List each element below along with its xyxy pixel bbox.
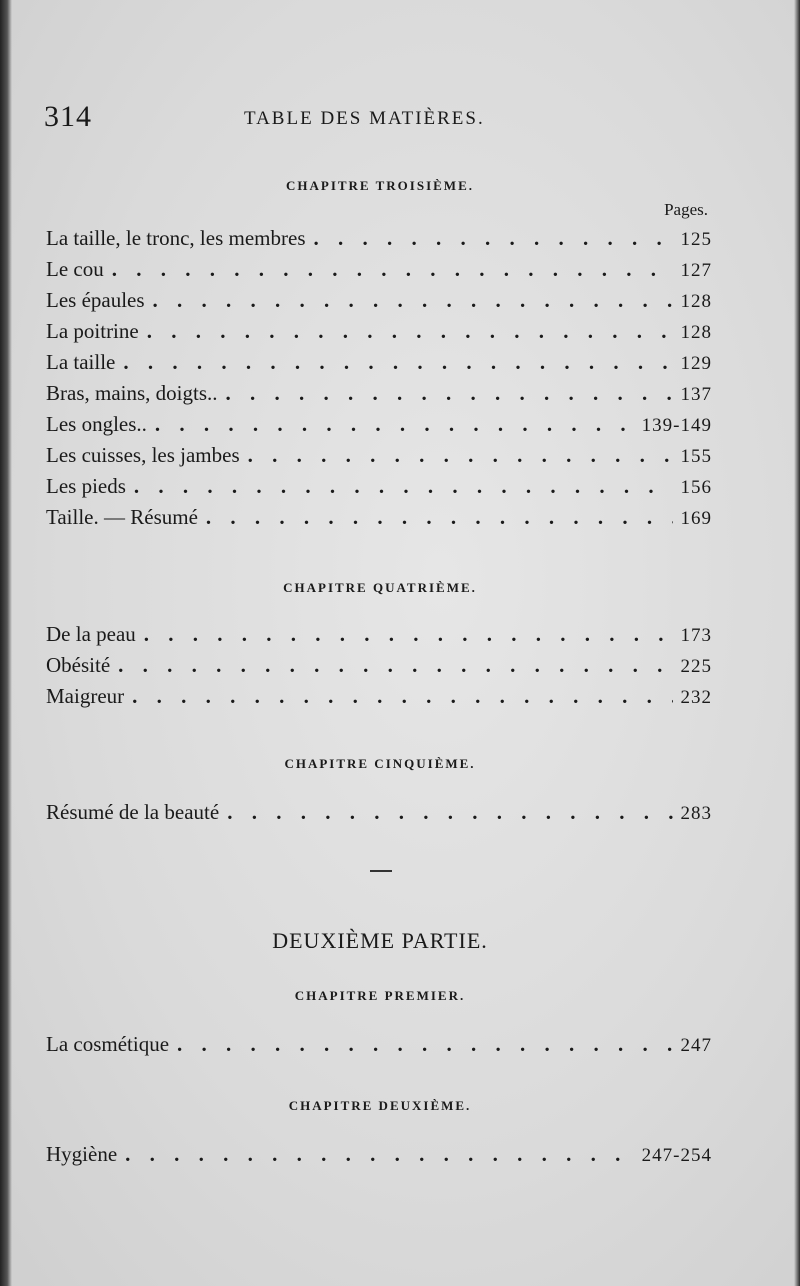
toc-entry-page: 155 [680, 446, 712, 467]
toc-entry-label: La poitrine [46, 319, 139, 343]
running-header [44, 100, 714, 140]
chapter-heading: CHAPITRE PREMIER. [294, 988, 466, 1003]
toc-entry-page: 127 [680, 260, 712, 281]
section-divider [370, 870, 392, 872]
toc-entry [46, 443, 712, 473]
toc-entry-label: De la peau [46, 622, 136, 646]
toc-entry-page: 128 [680, 291, 712, 312]
toc-entry-page: 173 [680, 625, 712, 646]
toc-entry-page: 128 [680, 322, 712, 343]
toc-entry-label: La taille [46, 350, 116, 374]
dot-leader [123, 350, 672, 375]
page-edge-shadow [794, 0, 800, 1286]
dot-leader [118, 653, 672, 678]
dot-leader [248, 443, 673, 468]
toc-entry [46, 412, 712, 442]
dot-leader [177, 1032, 672, 1057]
chapter-heading: CHAPITRE QUATRIÈME. [283, 580, 477, 595]
toc-entry-page: 247 [680, 1035, 712, 1056]
toc-entry-page: 232 [680, 687, 712, 708]
toc-entry-label: Le cou [46, 257, 104, 281]
dot-leader [112, 257, 673, 282]
dot-leader [227, 800, 672, 825]
dot-leader [134, 474, 673, 499]
toc-entry-page: 283 [680, 803, 712, 824]
toc-entry [46, 800, 712, 830]
toc-entry-label: Les épaules [46, 288, 145, 312]
dot-leader [153, 288, 673, 313]
dot-leader [147, 319, 673, 344]
toc-entry [46, 653, 712, 683]
toc-entry [46, 1032, 712, 1062]
toc-entry-page: 225 [680, 656, 712, 677]
toc-entry [46, 288, 712, 318]
toc-entry-page: 247-254 [641, 1145, 712, 1166]
chapter-heading: CHAPITRE TROISIÈME. [285, 178, 474, 193]
dot-leader [144, 622, 673, 647]
toc-entry [46, 257, 712, 287]
toc-entry [46, 1142, 712, 1172]
pages-column-label: Pages. [664, 200, 708, 219]
dot-leader [155, 412, 634, 437]
toc-entry [46, 622, 712, 652]
toc-entry-label: Résumé de la beauté [46, 800, 220, 824]
dot-leader [125, 1142, 634, 1167]
toc-entry-label: La cosmétique [46, 1032, 170, 1056]
toc-entry [46, 474, 712, 504]
toc-entry [46, 319, 712, 349]
toc-entry [46, 381, 712, 411]
toc-entry-label: Les ongles.. [46, 412, 147, 436]
toc-entry-page: 169 [680, 508, 712, 529]
toc-entry-label: Bras, mains, doigts.. [46, 381, 218, 405]
dot-leader [226, 381, 673, 406]
toc-entry [46, 684, 712, 714]
dot-leader [206, 505, 673, 530]
toc-entry [46, 505, 712, 535]
toc-entry-label: Les pieds [46, 474, 126, 498]
toc-entry [46, 226, 712, 256]
page-number: 314 [44, 100, 92, 133]
part-title: DEUXIÈME PARTIE. [272, 928, 488, 953]
dot-leader [314, 226, 673, 251]
toc-entry-label: Maigreur [46, 684, 125, 708]
toc-entry-page: 125 [680, 229, 712, 250]
toc-entry-page: 137 [680, 384, 712, 405]
toc-entry-label: Taille. — Résumé [46, 505, 198, 529]
toc-entry [46, 350, 712, 380]
chapter-heading: CHAPITRE CINQUIÈME. [284, 756, 476, 771]
chapter-heading: CHAPITRE DEUXIÈME. [288, 1098, 472, 1113]
toc-entry-label: La taille, le tronc, les membres [46, 226, 306, 250]
toc-entry-label: Les cuisses, les jambes [46, 443, 240, 467]
toc-entry-label: Hygiène [46, 1142, 118, 1166]
running-title: TABLE DES MATIÈRES. [244, 108, 485, 129]
dot-leader [132, 684, 672, 709]
toc-entry-page: 156 [680, 477, 712, 498]
toc-entry-label: Obésité [46, 653, 111, 677]
toc-entry-page: 139-149 [641, 415, 712, 436]
toc-entry-page: 129 [680, 353, 712, 374]
